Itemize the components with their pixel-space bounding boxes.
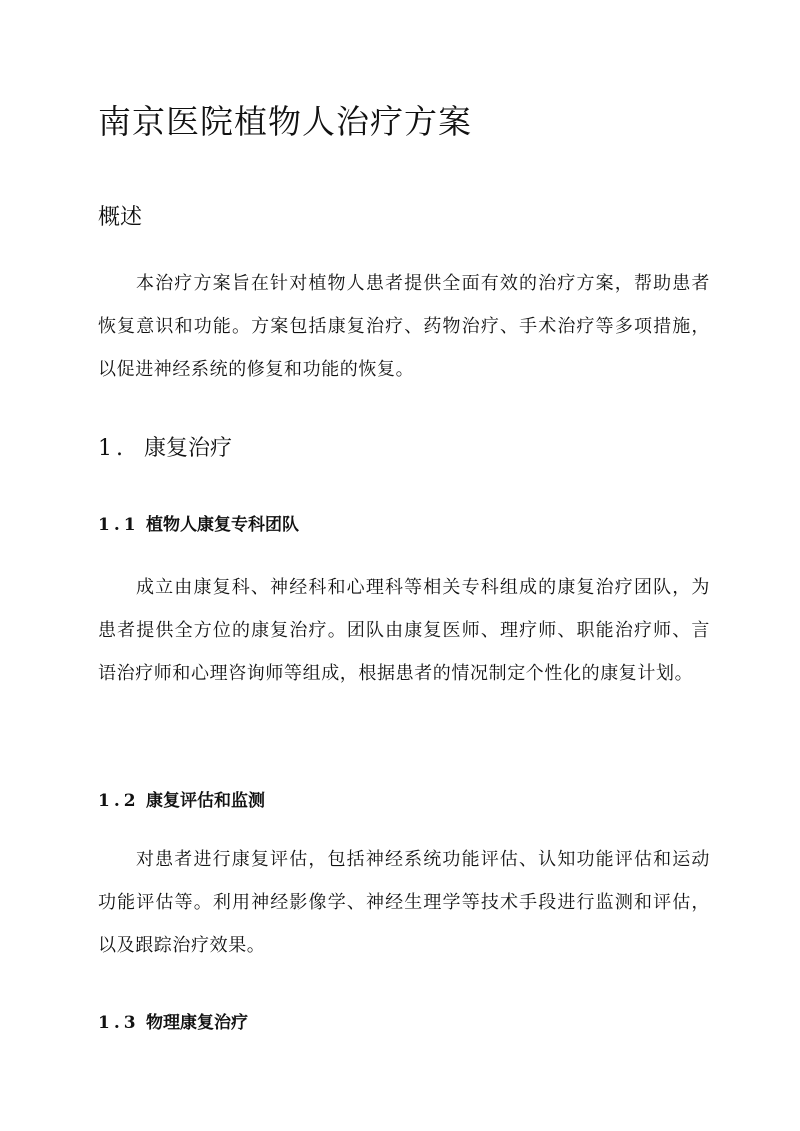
subsection-number: 1.1: [98, 515, 140, 535]
page-title: 南京医院植物人治疗方案: [98, 102, 472, 141]
section-title: 康复治疗: [144, 436, 233, 461]
subsection-title: 康复评估和监测: [146, 791, 265, 811]
section-heading-overview: 概述: [98, 205, 143, 230]
subsection-title: 物理康复治疗: [146, 1013, 248, 1033]
section-number: 1.: [98, 436, 127, 461]
paragraph-1-2: 对患者进行康复评估，包括神经系统功能评估、认知功能评估和运动功能评估等。利用神经影像学、神经生理学等技术手段进行监测和评估，以及跟踪治疗效果。: [98, 849, 710, 956]
subsection-number: 1.2: [98, 791, 140, 811]
subsection-heading-1-2: [98, 786, 265, 811]
subsection-title: 植物人康复专科团队: [146, 515, 299, 535]
paragraph-overview: 本治疗方案旨在针对植物人患者提供全面有效的治疗方案，帮助患者恢复意识和功能。方案包括康复治疗、药物治疗、手术治疗等多项措施，以促进神经系统的修复和功能的恢复。: [98, 273, 710, 380]
subsection-heading-1-3: [98, 1008, 248, 1033]
subsection-heading-1-1: [98, 510, 299, 535]
subsection-number: 1.3: [98, 1013, 140, 1033]
section-heading-rehab: [98, 431, 232, 462]
paragraph-1-1: 成立由康复科、神经科和心理科等相关专科组成的康复治疗团队，为患者提供全方位的康复治疗。团队由康复医师、理疗师、职能治疗师、言语治疗师和心理咨询师等组成，根据患者的情况制定个性化的康复计划。: [98, 577, 710, 684]
